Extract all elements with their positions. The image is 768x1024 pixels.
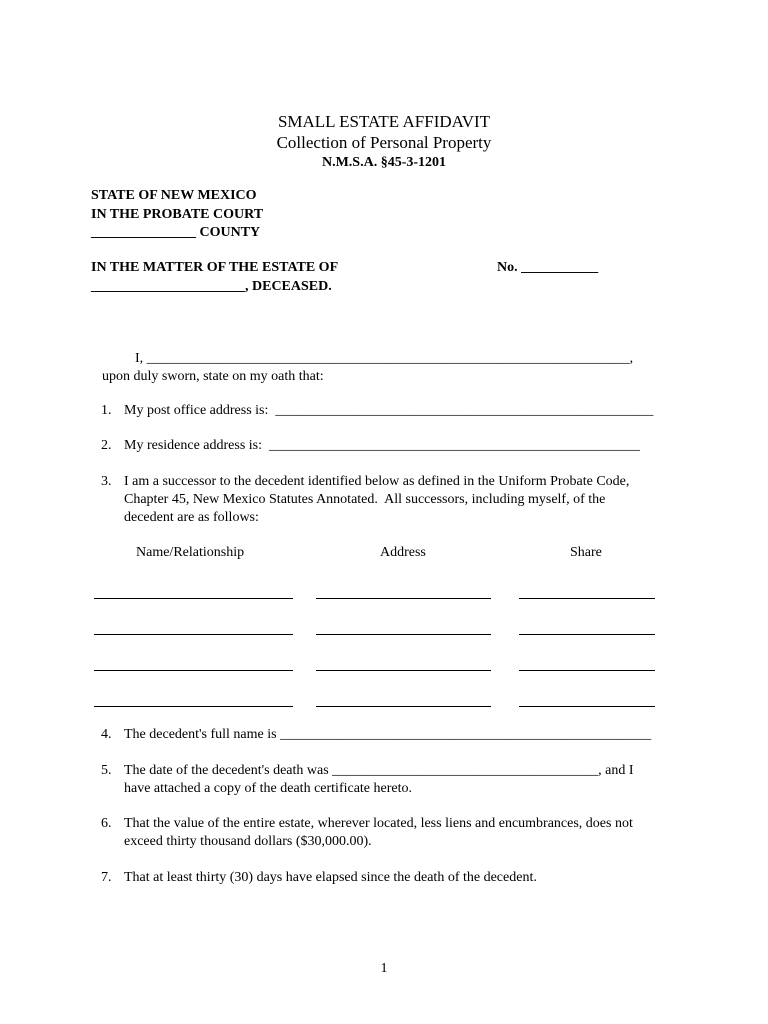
item-5-text-line-2: have attached a copy of the death certificate hereto.: [124, 781, 413, 796]
item-2-number: 2.: [101, 438, 112, 453]
item-5-number: 5.: [101, 763, 112, 778]
case-number: No. ___________: [497, 260, 599, 275]
item-6-text-line-2: exceed thirty thousand dollars ($30,000.00).: [124, 834, 372, 849]
successor-share-line: [519, 670, 655, 671]
item-3-text-line-3: decedent are as follows:: [124, 510, 259, 525]
document-title: SMALL ESTATE AFFIDAVIT: [277, 112, 491, 131]
successor-name-line: [94, 706, 293, 707]
caption-court: IN THE PROBATE COURT: [91, 207, 264, 222]
page-number: 1: [380, 961, 388, 976]
item-5-text-line-1: The date of the decedent's death was ______________________________________, and I: [124, 763, 634, 778]
successor-address-line: [316, 598, 491, 599]
successor-share-line: [519, 706, 655, 707]
document-subtitle: Collection of Personal Property: [276, 133, 492, 152]
successor-share-line: [519, 634, 655, 635]
item-1-number: 1.: [101, 403, 112, 418]
item-4-number: 4.: [101, 727, 112, 742]
item-2-text: My residence address is: _____________________________________________________: [124, 438, 641, 453]
affiant-name-line: I, _____________________________________________________________________,: [135, 351, 634, 366]
successor-share-line: [519, 598, 655, 599]
column-header-name: Name/Relationship: [136, 545, 245, 560]
item-7-number: 7.: [101, 870, 112, 885]
item-6-text-line-1: That the value of the entire estate, wherever located, less liens and encumbrances, does not: [124, 816, 633, 831]
column-header-address: Address: [380, 545, 426, 560]
caption-county: _______________ COUNTY: [91, 225, 261, 240]
successor-name-line: [94, 634, 293, 635]
successor-name-line: [94, 670, 293, 671]
item-3-text-line-1: I am a successor to the decedent identified below as defined in the Uniform Probate Code,: [124, 474, 630, 489]
statute-reference: N.M.S.A. §45-3-1201: [321, 155, 447, 170]
item-7-text: That at least thirty (30) days have elapsed since the death of the decedent.: [124, 870, 537, 885]
column-header-share: Share: [570, 545, 602, 560]
successor-name-line: [94, 598, 293, 599]
caption-matter: IN THE MATTER OF THE ESTATE OF: [91, 260, 339, 275]
caption-state: STATE OF NEW MEXICO: [91, 188, 257, 203]
item-4-text: The decedent's full name is _____________________________________________________: [124, 727, 652, 742]
successor-address-line: [316, 634, 491, 635]
item-1-text: My post office address is: ______________________________________________________: [124, 403, 654, 418]
successor-address-line: [316, 706, 491, 707]
item-3-number: 3.: [101, 474, 112, 489]
caption-deceased: ______________________, DECEASED.: [91, 279, 332, 294]
successor-address-line: [316, 670, 491, 671]
oath-statement: upon duly sworn, state on my oath that:: [102, 369, 324, 384]
item-3-text-line-2: Chapter 45, New Mexico Statutes Annotated. All successors, including myself, of the: [124, 492, 606, 507]
item-6-number: 6.: [101, 816, 112, 831]
